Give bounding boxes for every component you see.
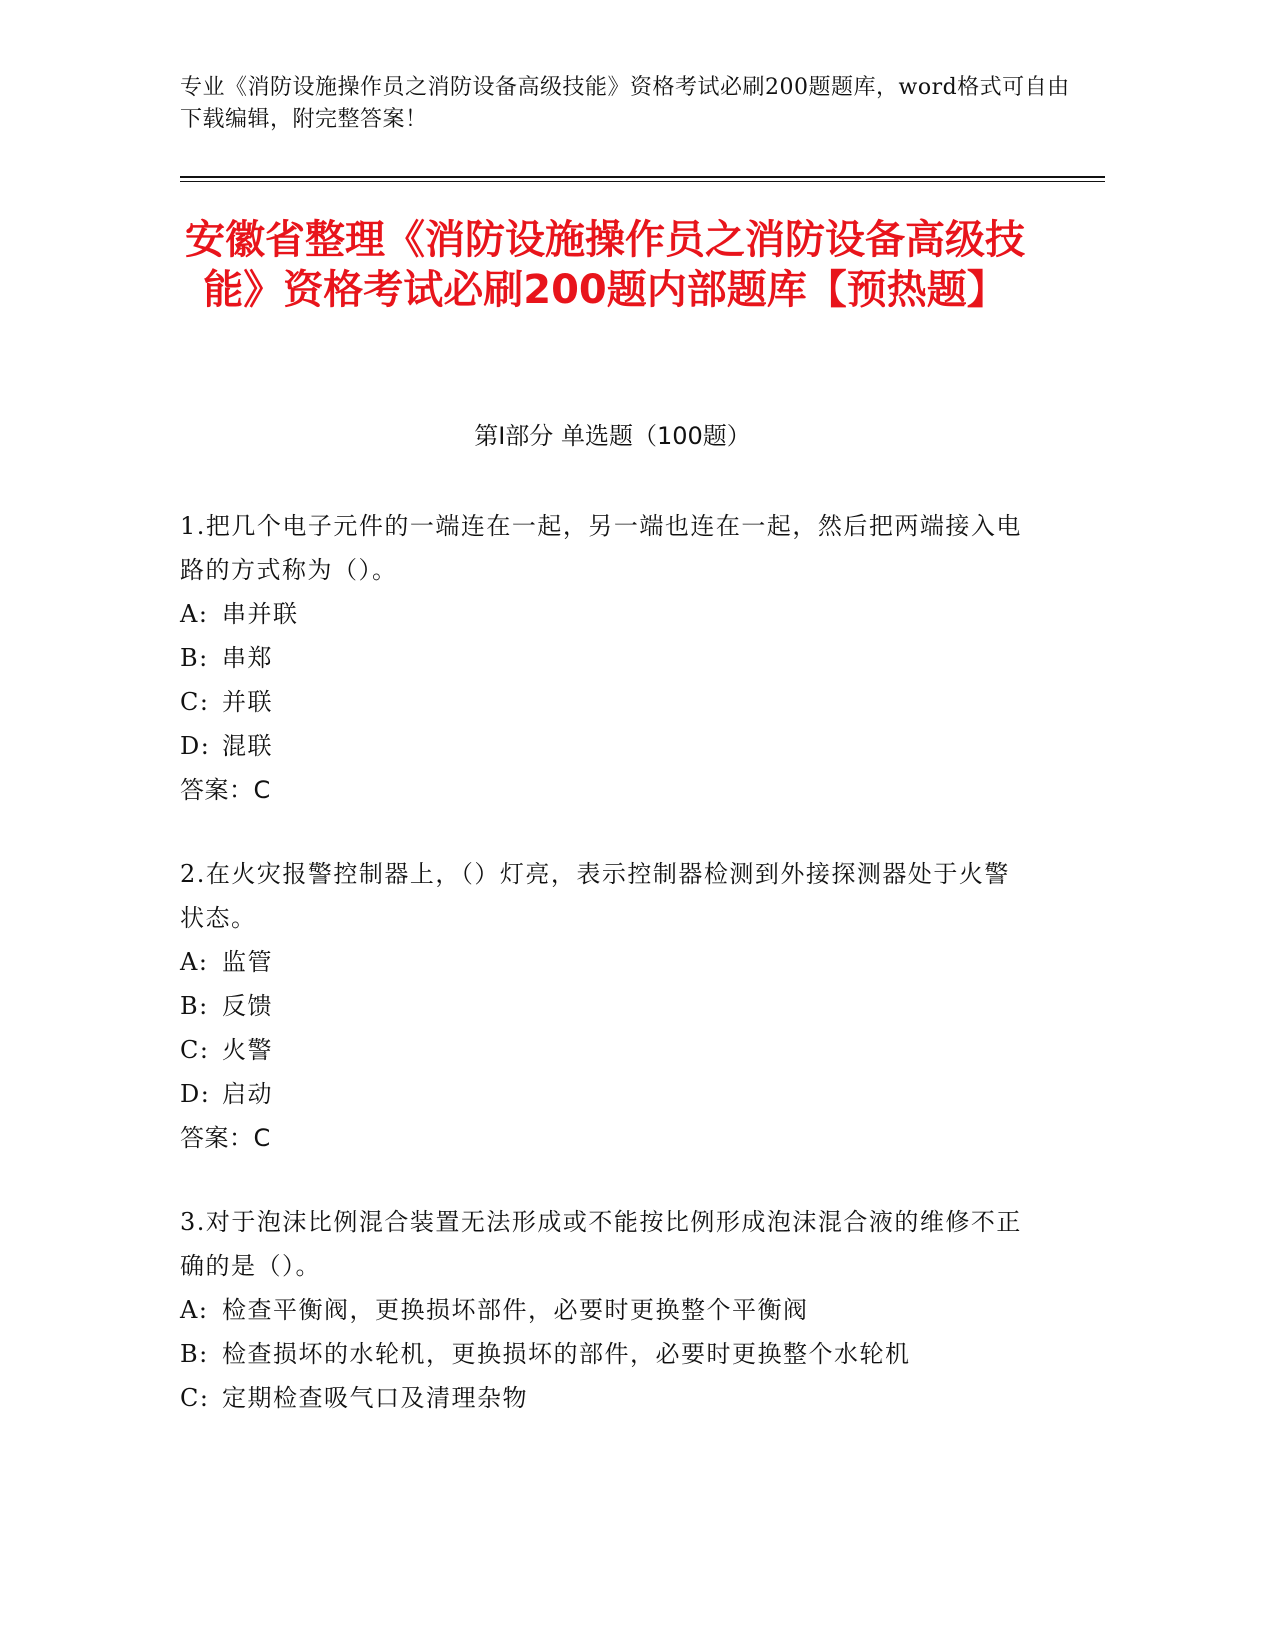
option-c [180,1376,1030,1420]
option-text: 检查平衡阀，更换损坏部件，必要时更换整个平衡阀 [222,1296,809,1324]
header-divider [180,176,1105,178]
option-text: 反馈 [222,992,273,1020]
option-a [180,592,1030,636]
option-letter: C: [180,1036,210,1064]
option-c [180,1028,1030,1072]
answer-line: 答案：C [180,776,271,804]
option-letter: A: [180,1296,209,1324]
question-stem: 1.把几个电子元件的一端连在一起，另一端也连在一起，然后把两端接入电路的方式称为（）。 [180,512,1022,584]
option-letter: A: [180,600,209,628]
option-letter: B: [180,644,209,672]
header-note: 专业《消防设施操作员之消防设备高级技能》资格考试必刷200题题库，word格式可自由下载编辑，附完整答案！ [180,75,1070,132]
question-stem: 2.在火灾报警控制器上，（）灯亮，表示控制器检测到外接探测器处于火警状态。 [180,860,1010,932]
option-d [180,1072,1030,1116]
option-b [180,1332,1030,1376]
option-text: 启动 [222,1080,273,1108]
option-text: 混联 [222,732,273,760]
option-text: 并联 [222,688,273,716]
section-heading: 第I部分 单选题（100题） [474,422,751,450]
option-b [180,984,1030,1028]
option-text: 串郑 [222,644,273,672]
document-title: 安徽省整理《消防设施操作员之消防设备高级技能》资格考试必刷200题内部题库【预热题】 [185,217,1025,313]
option-text: 监管 [222,948,273,976]
option-a [180,940,1030,984]
option-text: 定期检查吸气口及清理杂物 [222,1384,528,1412]
option-text: 火警 [222,1036,273,1064]
option-c [180,680,1030,724]
option-text: 检查损坏的水轮机，更换损坏的部件，必要时更换整个水轮机 [222,1340,911,1368]
option-letter: C: [180,688,210,716]
question-stem: 3.对于泡沫比例混合装置无法形成或不能按比例形成泡沫混合液的维修不正确的是（）。 [180,1208,1022,1280]
option-d [180,724,1030,768]
option-letter: D: [180,732,211,760]
option-text: 串并联 [222,600,299,628]
option-letter: D: [180,1080,211,1108]
option-letter: B: [180,992,209,1020]
option-letter: B: [180,1340,209,1368]
option-a [180,1288,1030,1332]
option-letter: C: [180,1384,210,1412]
question-3 [180,1200,1030,1420]
option-b [180,636,1030,680]
header-divider-thin [180,181,1105,182]
question-2 [180,852,1030,1160]
answer-line: 答案：C [180,1124,271,1152]
option-letter: A: [180,948,209,976]
question-1 [180,504,1030,812]
